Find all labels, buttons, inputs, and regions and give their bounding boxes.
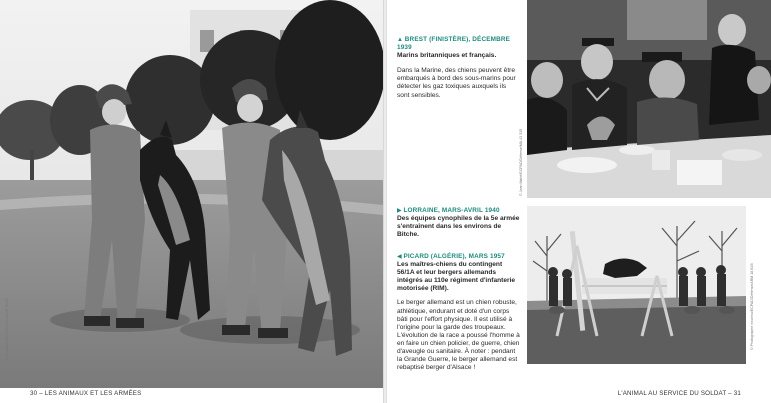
bottom-right-photo-dog-training (527, 206, 746, 364)
left-folio: 30 – LES ANIMAUX ET LES ARMÉES (30, 390, 142, 397)
caption-body: Dans la Marine, des chiens peuvent être embarqués à bord des sous-marins pour détecter les gaz toxiques auxquels ils sont sensibles. (397, 67, 516, 99)
caption-headline: Marins britanniques et français. (397, 52, 497, 60)
caption-picard (397, 253, 520, 372)
top-right-photo-credit: © Jean Mahé/ECPAD/Défense/MA 43 335 (519, 128, 523, 196)
left-photo-credit: © Actualités/ECPAD/Défense/AT 60 65 (5, 298, 9, 360)
caption-arrow-right-icon: ▶ (397, 208, 402, 214)
caption-arrow-up-icon: ▲ (397, 37, 403, 43)
caption-headline: Des équipes cynophiles de la 5e armée s'entraînent dans les environs de Bitche. (397, 215, 520, 239)
top-right-photo-sailors (527, 0, 771, 198)
caption-location: PICARD (ALGÉRIE), MARS 1957 (403, 253, 505, 260)
book-gutter (383, 0, 387, 403)
caption-lorraine (397, 207, 520, 239)
caption-arrow-left-icon: ◀ (397, 254, 402, 260)
caption-headline: Les maîtres-chiens du contingent 56/1A et leur bergers allemands intégrés au 110e régiment d'infanterie motorisée (RIM). (397, 261, 516, 293)
caption-brest (397, 36, 520, 100)
caption-location: LORRAINE, MARS-AVRIL 1940 (403, 207, 500, 214)
caption-body: Le berger allemand est un chien robuste, athlétique, endurant et doté d'un corps bâti pour l'effort physique. Il est utilisé à l'origine pour la garde des troupeaux. L'évolution de la race a poussé l'homme à en faire un chien policier, de guerre, chien d'aveugle ou sanitaire. À noter : pendant la Grande Guerre, le berger allemand est rebaptisé berger d'Alsace ! (397, 299, 520, 372)
left-photo-soldiers-with-dogs (0, 0, 383, 388)
caption-location: BREST (FINISTÈRE), DÉCEMBRE 1939 (397, 36, 511, 52)
bottom-right-photo-credit: © Photographe inconnu/ECPAD/Défense/ARM 18 B45 (750, 263, 754, 350)
right-folio: L'ANIMAL AU SERVICE DU SOLDAT – 31 (617, 390, 741, 397)
